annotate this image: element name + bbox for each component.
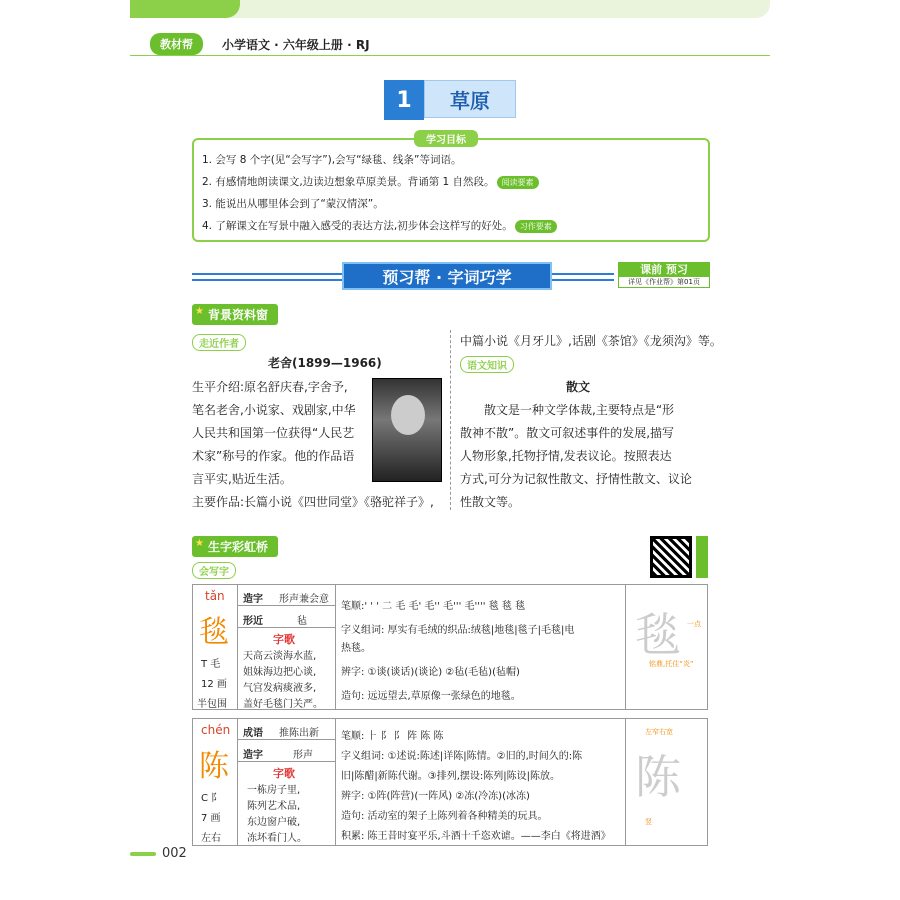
key-value: 形声兼会意 (279, 594, 329, 605)
song-line: 陈列艺术品, (247, 801, 301, 812)
goals-label: 学习目标 (414, 130, 478, 147)
write-tag: 会写字 (192, 562, 236, 579)
pinyin: tǎn (205, 589, 225, 603)
trace-char: 陈 (635, 750, 681, 804)
song-line: 姐妹海边把心谈, (243, 667, 317, 678)
writing-tip: 左窄右宽 (645, 728, 673, 736)
lesson-number: 1 (384, 80, 424, 120)
song-line: 气宫发病痰液多, (243, 683, 317, 694)
learning-goals (192, 135, 710, 242)
stroke-order: 笔顺: ⺊ ⻖ 阝 阵 陈 陈 (341, 731, 444, 742)
accumulate: 积累: 陈王昔时宴平乐,斗酒十千恣欢谑。——李白《将进酒》 (341, 831, 611, 842)
pinyin: chén (201, 723, 231, 737)
distinguish: 辨字: ①阵(阵营)(一阵风) ②冻(冷冻)(冰冻) (341, 791, 530, 802)
bio-line: 人民共和国第一位获得“人民艺 (192, 426, 355, 440)
radical: C 阝 (201, 793, 222, 804)
char-card (192, 584, 708, 710)
sentence: 造句: 远远望去,草原像一张绿色的地毯。 (341, 691, 521, 702)
page-number: 002 (130, 846, 187, 861)
preview-label: 课前 预习 (619, 263, 709, 277)
chars-tag: ★ 生字彩虹桥 (192, 536, 278, 557)
key-value: 推陈出新 (279, 728, 319, 739)
writing-tip: 一点 (687, 620, 701, 628)
key-value: 毡 (297, 616, 307, 627)
song-line: 一栋房子里, (247, 785, 301, 796)
song-line: 东边窗户破, (247, 817, 301, 828)
distinguish: 辨字: ①谈(谈话)(谈论) ②毡(毛毡)(毡帽) (341, 667, 520, 678)
column-divider (450, 330, 451, 510)
meaning: 热毯。 (341, 643, 371, 654)
language-tag: 语文知识 (460, 356, 514, 373)
bio-line: 言平实,贴近生活。 (192, 472, 292, 486)
bio-line: 笔名老舍,小说家、戏剧家,中华 (192, 403, 356, 417)
author-photo (372, 378, 442, 482)
prose-line: 性散文等。 (460, 495, 521, 509)
goal-item: 2. 有感情地朗读课文,边读边想象草原美景。背诵第 1 自然段。 阅读要素 (202, 174, 539, 189)
brand-badge: 教材帮 (150, 33, 203, 55)
key-label: 造字 (243, 750, 263, 761)
meaning: 字义组词: 厚实有毛绒的织品:绒毯|地毯|毯子|毛毯|电 (341, 625, 575, 636)
song-title: 字歌 (273, 633, 295, 646)
meaning: 字义组词: ①述说:陈述|详陈|陈情。②旧的,时间久的:陈 (341, 751, 583, 762)
song-line: 天高云淡海水蓝, (243, 651, 317, 662)
meaning: 旧|陈醋|新陈代谢。③排列,摆设:陈列|陈设|陈放。 (341, 771, 560, 782)
strokes: 12 画 (201, 679, 227, 690)
lesson-title (384, 80, 516, 120)
radical: T 毛 (201, 659, 221, 670)
goal-item: 3. 能说出从哪里体会到了“蒙汉情深”。 (202, 198, 384, 210)
qr-code[interactable] (650, 536, 692, 578)
author-tag: 走近作者 (192, 334, 246, 351)
song-line: 盖好毛毯门关严。 (243, 699, 323, 710)
top-tab (130, 0, 770, 18)
page-header (130, 30, 770, 56)
prose-line: 方式,可分为记叙性散文、抒情性散文、议论 (460, 472, 692, 486)
preview-box (618, 262, 710, 288)
key-label: 形近 (243, 616, 263, 627)
stripe-left (192, 273, 342, 281)
structure: 左右 (201, 833, 221, 844)
background-tag: ★ 背景资料窗 (192, 304, 278, 325)
lesson-name: 草原 (424, 80, 516, 118)
works-continued: 中篇小说《月牙儿》,话剧《茶馆》《龙须沟》等。 (460, 334, 722, 348)
section-bar (192, 262, 710, 292)
stripe-right (552, 273, 614, 281)
sentence: 造句: 活动室的架子上陈列着各种精美的玩具。 (341, 811, 548, 822)
reading-badge: 阅读要素 (497, 176, 539, 189)
prose-line: 散文是一种文学体裁,主要特点是“形 (484, 403, 675, 417)
writing-tip: 竖 (645, 818, 652, 826)
writing-badge: 习作要素 (515, 220, 557, 233)
section-title: 预习帮 · 字词巧学 (342, 262, 552, 290)
song-title: 字歌 (273, 767, 295, 780)
song-line: 冻坏看门人。 (247, 833, 307, 844)
works-line: 主要作品:长篇小说《四世同堂》《骆驼祥子》, (192, 495, 434, 509)
book-title: 小学语文 · 六年级上册 · RJ (222, 38, 370, 52)
prose-line: 人物形象,托物抒情,发表议论。按照表达 (460, 449, 672, 463)
preview-ref: 详见《作业帮》第01页 (628, 278, 700, 286)
structure: 半包围 (197, 699, 227, 710)
strokes: 7 画 (201, 813, 221, 824)
bio-line: 生平介绍:原名舒庆春,字舍予, (192, 380, 348, 394)
big-char: 陈 (199, 749, 229, 784)
trace-char: 毯 (635, 608, 681, 662)
big-char: 毯 (199, 615, 229, 650)
key-label: 成语 (243, 728, 263, 739)
stroke-order: 笔顺:' ' ' 二 毛 毛' 毛'' 毛''' 毛'''' 毯 毯 毯 (341, 601, 526, 612)
qr-label (696, 536, 708, 578)
prose-line: 散神不散”。散文可叙述事件的发展,描写 (460, 426, 675, 440)
char-card (192, 718, 708, 846)
bio-line: 术家”称号的作家。他的作品语 (192, 449, 355, 463)
key-value: 形声 (293, 750, 313, 761)
goal-item: 4. 了解课文在写景中融入感受的表达方法,初步体会这样写的好处。 习作要素 (202, 218, 557, 233)
author-name: 老舍(1899—1966) (268, 356, 382, 370)
prose-title: 散文 (566, 380, 591, 394)
goal-item: 1. 会写 8 个字(见“会写字”),会写“绿毯、线条”等词语。 (202, 154, 462, 166)
key-label: 造字 (243, 594, 263, 605)
writing-tip: 铭鼎,托住“炎” (649, 660, 694, 668)
